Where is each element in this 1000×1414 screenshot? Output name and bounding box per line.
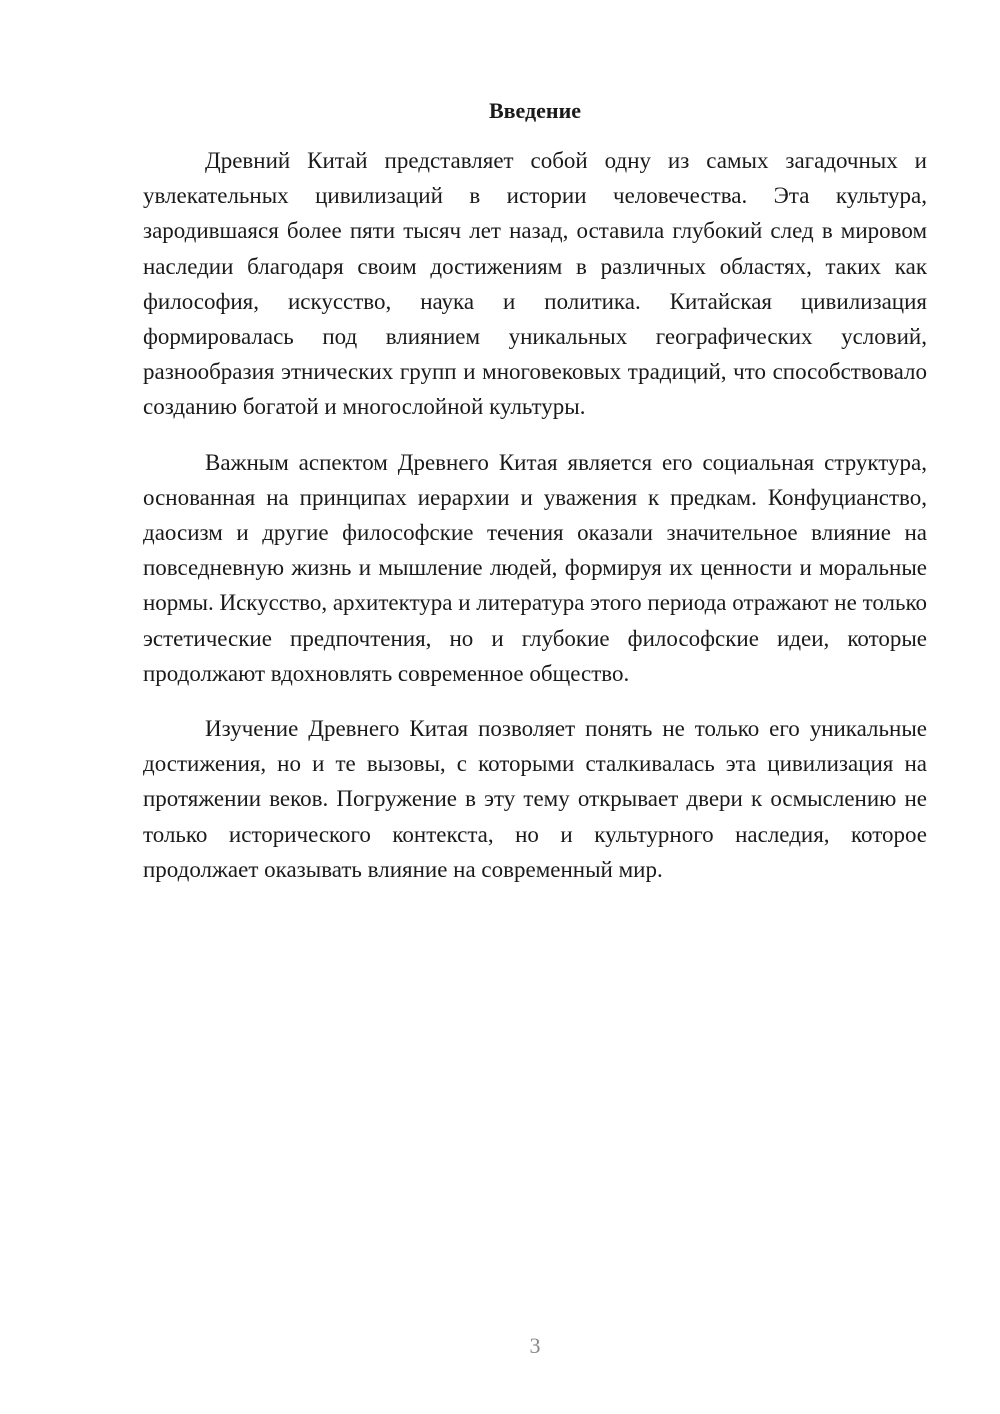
- page-number: 3: [529, 1333, 541, 1358]
- section-heading: Введение: [488, 98, 582, 123]
- paragraph-1: Древний Китай представляет собой одну из самых загадочных и увлекательных цивилизаций в истории человечества. Эта культура, зародившаяся более пяти тысяч лет назад, оставила глубокий след в мировом наследии благодаря своим достижениям в различных областях, таких как философия, искусство, наука и политика. Китайская цивилизация формировалась под влиянием уникальных географических условий, разнообразия этнических групп и многовековых традиций, что способствовало созданию богатой и многослойной культуры.: [143, 148, 927, 420]
- body-text: [143, 143, 927, 907]
- paragraph-2: Важным аспектом Древнего Китая является его социальная структура, основанная на принципах иерархии и уважения к предкам. Конфуцианство, даосизм и другие философские течения оказали значительное влияние на повседневную жизнь и мышление людей, формируя их ценности и моральные нормы. Искусство, архитектура и литература этого периода отражают не только эстетические предпочтения, но и глубокие философские идеи, которые продолжают вдохновлять современное общество.: [143, 449, 927, 686]
- paragraph-3: Изучение Древнего Китая позволяет понять не только его уникальные достижения, но и те вызовы, с которыми сталкивалась эта цивилизация на протяжении веков. Погружение в эту тему открывает двери к осмыслению не только исторического контекста, но и культурного наследия, которое продолжает оказывать влияние на современный мир.: [143, 716, 927, 882]
